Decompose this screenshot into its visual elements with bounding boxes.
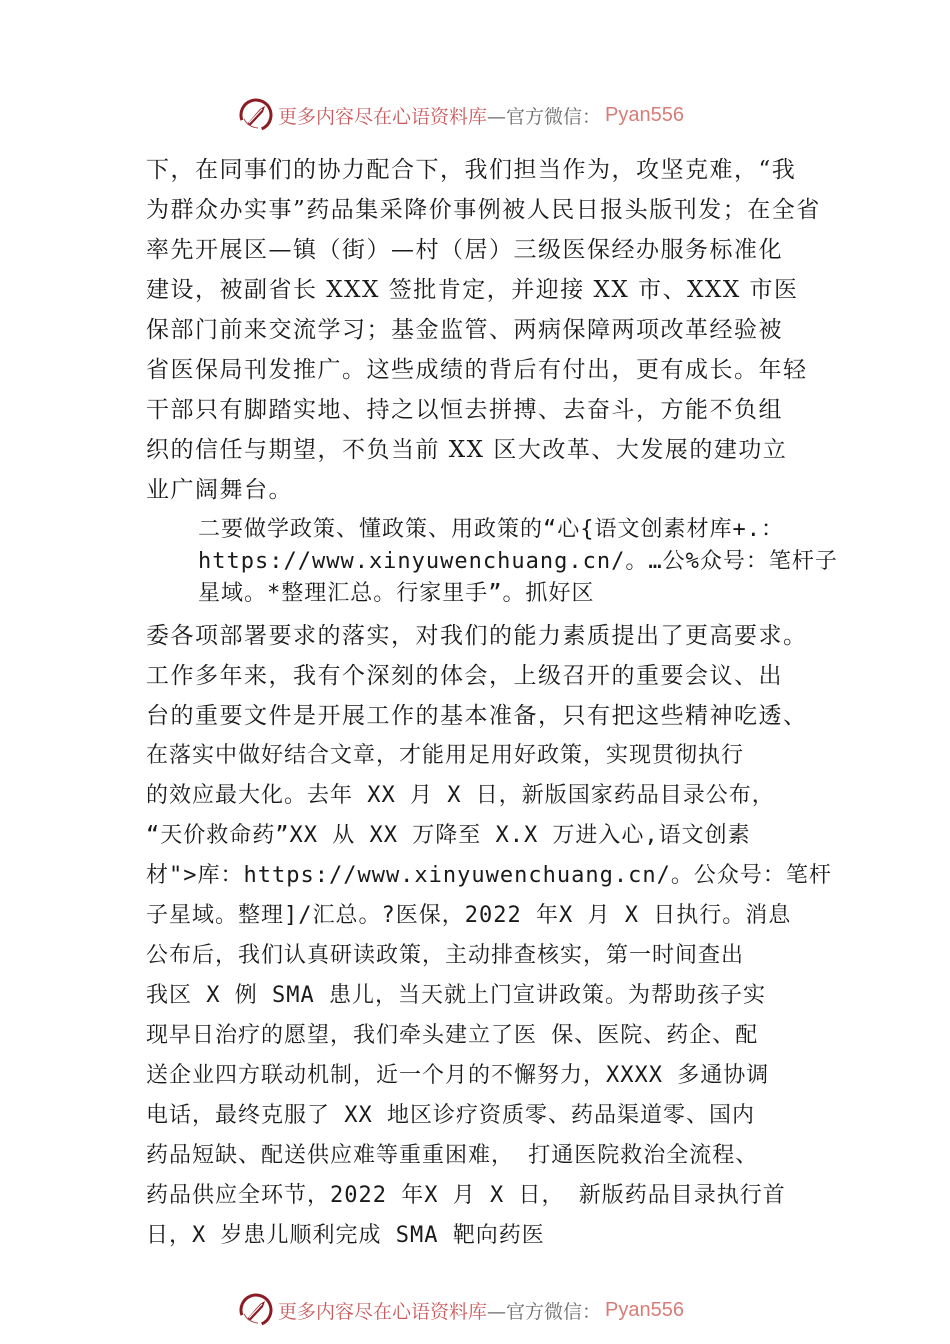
text-line: 下，在同事们的协力配合下，我们担当作为，攻坚克难，“我 bbox=[146, 157, 797, 183]
banner-wechat-label: —官方微信： bbox=[487, 105, 602, 128]
paragraph-1 bbox=[146, 150, 836, 510]
quill-pen-logo-icon bbox=[238, 1292, 274, 1328]
banner-wechat-id: Pyan556 bbox=[605, 103, 684, 126]
document-body bbox=[146, 150, 836, 1256]
text-line: 药品供应全环节，2022 年X 月 X 日， 新版药品目录执行首 bbox=[146, 1183, 786, 1208]
banner-wechat-id: Pyan556 bbox=[605, 1298, 684, 1321]
text-line: https://www.xinyuwenchuang.cn/。…公%众号：笔杆子 bbox=[198, 549, 838, 574]
text-line: 业广阔舞台。 bbox=[146, 477, 293, 503]
text-line: 率先开展区—镇（街）—村（居）三级医保经办服务标准化 bbox=[146, 237, 783, 263]
text-line: 子星域。整理]/汇总。?医保，2022 年X 月 X 日执行。消息 bbox=[146, 903, 792, 928]
text-line: 保部门前来交流学习；基金监管、两病保障两项改革经验被 bbox=[146, 317, 783, 343]
text-line: 的效应最大化。去年 XX 月 X 日，新版国家药品目录公布， bbox=[146, 783, 775, 808]
text-line: “天价救命药”XX 从 XX 万降至 X.X 万进入心,语文创素 bbox=[146, 823, 751, 848]
text-line: 星域。*整理汇总。行家里手”。抓好区 bbox=[198, 581, 595, 606]
text-line: 干部只有脚踏实地、持之以恒去拼搏、去奋斗，方能不负组 bbox=[146, 397, 783, 423]
footer-banner bbox=[238, 1290, 684, 1330]
banner-wechat-label: —官方微信： bbox=[487, 1300, 602, 1323]
banner-site-name: 更多内容尽在心语资料库 bbox=[278, 1300, 488, 1323]
text-line: 电话，最终克服了 XX 地区诊疗资质零、药品渠道零、国内 bbox=[146, 1103, 755, 1128]
text-line: 现早日治疗的愿望，我们牵头建立了医 保、医院、药企、配 bbox=[146, 1023, 759, 1048]
text-line: 委各项部署要求的落实，对我们的能力素质提出了更高要求。 bbox=[146, 623, 808, 649]
text-line: 送企业四方联动机制，近一个月的不懈努力，XXXX 多通协调 bbox=[146, 1063, 770, 1088]
text-line: 药品短缺、配送供应难等重重困难， 打通医院救治全流程、 bbox=[146, 1143, 759, 1168]
text-line: 在落实中做好结合文章，才能用足用好政策，实现贯彻执行 bbox=[146, 743, 745, 768]
text-line: 省医保局刊发推广。这些成绩的背后有付出，更有成长。年轻 bbox=[146, 357, 808, 383]
text-line: 建设，被副省长 XXX 签批肯定，并迎接 XX 市、XXX 市医 bbox=[146, 277, 799, 303]
text-line: 公布后，我们认真研读政策，主动排查核实，第一时间查出 bbox=[146, 943, 745, 968]
text-line: 织的信任与期望，不负当前 XX 区大改革、大发展的建功立 bbox=[146, 437, 788, 463]
paragraph-3 bbox=[146, 616, 836, 1256]
text-line: 二要做学政策、懂政策、用政策的“心{语文创素材库+.： bbox=[198, 517, 784, 542]
text-line: 我区 X 例 SMA 患儿，当天就上门宣讲政策。为帮助孩子实 bbox=[146, 983, 766, 1008]
text-line: 为群众办实事”药品集采降价事例被人民日报头版刊发；在全省 bbox=[146, 197, 821, 223]
header-banner bbox=[238, 95, 684, 135]
paragraph-2 bbox=[198, 514, 836, 610]
text-line: 日，X 岁患儿顺利完成 SMA 靶向药医 bbox=[146, 1223, 545, 1248]
text-line: 材">库：https://www.xinyuwenchuang.cn/。公众号：笔杆 bbox=[146, 863, 832, 888]
quill-pen-logo-icon bbox=[238, 97, 274, 133]
text-line: 台的重要文件是开展工作的基本准备，只有把这些精神吃透、 bbox=[146, 703, 808, 729]
banner-site-name: 更多内容尽在心语资料库 bbox=[278, 105, 488, 128]
text-line: 工作多年来，我有个深刻的体会，上级召开的重要会议、出 bbox=[146, 663, 783, 689]
